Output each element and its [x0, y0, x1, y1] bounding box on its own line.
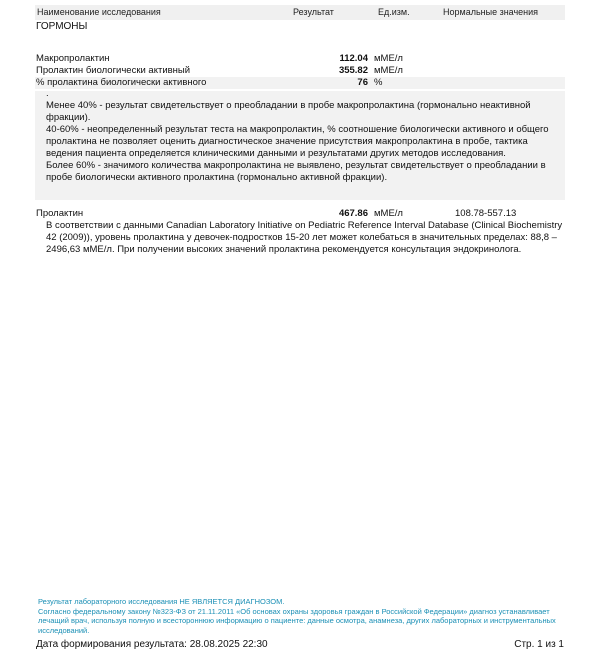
prolactin-row	[35, 208, 565, 220]
note-dot: .	[46, 88, 49, 99]
row-value: 112.04	[339, 53, 368, 64]
header-reference: Нормальные значения	[443, 7, 539, 17]
header-name: Наименование исследования	[37, 7, 161, 17]
note-line-over-60: Более 60% - значимого количества макропролактина не выявлено, результат свидетельствует о преобладании в пробе биологически активного пролактина (гормонально активной фракции).	[46, 160, 546, 183]
row-name: % пролактина биологически активного	[36, 77, 207, 88]
row-name: Пролактин биологически активный	[36, 65, 191, 76]
note-line-40-60: 40-60% - неопределенный результат теста на макропролактин, % соотношение биологически активного и общего пролактина не позволяет оценить диагностическое значение присутствия макропролактина в пробе, тактика ведения пациента определяется клиническими данными и результатами других методов исследования.	[46, 124, 549, 159]
interpretation-note	[35, 88, 565, 200]
disclaimer-line-1: Результат лабораторного исследования НЕ ЯВЛЯЕТСЯ ДИАГНОЗОМ.	[38, 597, 285, 606]
prolactin-value: 467.86	[338, 208, 368, 219]
prolactin-unit: мМЕ/л	[374, 208, 403, 219]
prolactin-reference: 108.78-557.13	[455, 208, 517, 219]
row-value: 355.82	[338, 65, 368, 76]
footer-page: Стр. 1 из 1	[514, 639, 564, 650]
row-name: Макропролактин	[36, 53, 110, 64]
table-row	[35, 53, 565, 65]
prolactin-name: Пролактин	[36, 208, 84, 219]
table-header	[35, 5, 565, 20]
row-unit: мМЕ/л	[374, 53, 403, 64]
table-row	[35, 65, 565, 77]
row-value: 76	[357, 77, 368, 88]
section-title: ГОРМОНЫ	[36, 21, 88, 32]
disclaimer	[38, 597, 558, 635]
footer-date: Дата формирования результата: 28.08.2025 22:30	[36, 639, 268, 650]
row-unit: мМЕ/л	[374, 65, 403, 76]
prolactin-note: В соответствии с данными Canadian Laboratory Initiative on Pediatric Reference Interval Database (Clinical Biochemistry 42 (2009)), уровень пролактина у девочек-подростков 15-20 лет может колебаться в значительных пределах: 88,8 – 2496,63 мМЕ/л. При получении высоких значений пролактина рекомендуется консультация эндокринолога.	[46, 220, 563, 255]
row-unit: %	[374, 77, 383, 88]
disclaimer-line-2: Согласно федеральному закону №323-ФЗ от 21.11.2011 «Об основах охраны здоровья граждан в Российской Федерации» диагноз устанавливает лечащий врач, используя полную и всестороннюю информацию о пациенте: данные осмотра, анамнеза, других лабораторных и инструментальных исследований.	[38, 606, 556, 635]
header-result: Результат	[293, 7, 334, 17]
note-line-under-40: Менее 40% - результат свидетельствует о преобладании в пробе макропролактина (гормонально неактивной фракции).	[46, 100, 531, 123]
header-unit: Ед.изм.	[378, 7, 410, 17]
table-row	[35, 77, 565, 89]
